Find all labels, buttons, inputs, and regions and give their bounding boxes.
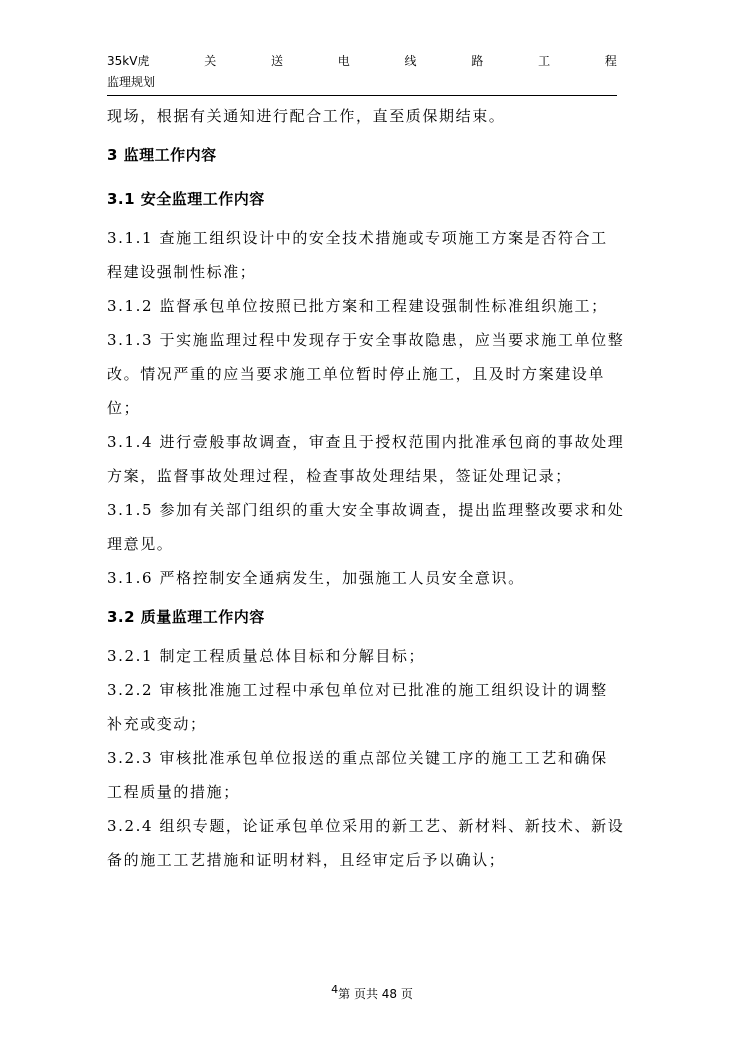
page-count-text: 第 页共 48 页	[338, 987, 413, 1001]
paragraph-line: 3.1.2 监督承包单位按照已批方案和工程建设强制性标准组织施工；	[107, 297, 608, 315]
paragraph-line: 方案，监督事故处理过程，检查事故处理结果，签证处理记录；	[107, 467, 572, 485]
header-title-part: 线	[404, 54, 417, 68]
paragraph-line: 3.2.3 审核批准承包单位报送的重点部位关键工序的施工工艺和确保	[107, 749, 608, 767]
paragraph-line: 3.1.4 进行壹般事故调查，审查且于授权范围内批准承包商的事故处理	[107, 433, 625, 451]
paragraph-line: 补充或变动；	[107, 715, 207, 733]
header-title-part: 工	[538, 54, 551, 68]
paragraph-line: 3.2.1 制定工程质量总体目标和分解目标；	[107, 647, 426, 665]
page-footer	[0, 983, 744, 1002]
page-header	[107, 50, 617, 92]
paragraph-line: 3.2.4 组织专题，论证承包单位采用的新工艺、新材料、新技术、新设	[107, 817, 625, 835]
section-heading-3-1: 3.1 安全监理工作内容	[107, 190, 265, 208]
paragraph-line: 3.2.2 审核批准施工过程中承包单位对已批准的施工组织设计的调整	[107, 681, 608, 699]
paragraph-line: 备的施工工艺措施和证明材料，且经审定后予以确认；	[107, 851, 506, 869]
paragraph-line: 3.1.1 查施工组织设计中的安全技术措施或专项施工方案是否符合工	[107, 229, 608, 247]
section-heading-3-2: 3.2 质量监理工作内容	[107, 608, 265, 626]
header-title-part: 35kV虎	[107, 54, 150, 68]
paragraph-line: 现场，根据有关通知进行配合工作，直至质保期结束。	[107, 107, 506, 125]
paragraph-line: 3.1.5 参加有关部门组织的重大安全事故调查，提出监理整改要求和处	[107, 501, 625, 519]
header-title-part: 送	[270, 54, 283, 68]
paragraph-line: 程建设强制性标准；	[107, 263, 257, 281]
header-title-part: 路	[471, 54, 484, 68]
header-title	[107, 50, 617, 72]
paragraph-line: 理意见。	[107, 535, 174, 553]
header-title-part: 电	[337, 54, 350, 68]
header-title-part: 关	[204, 54, 217, 68]
header-subtitle: 监理规划	[107, 75, 156, 89]
paragraph-line: 3.1.3 于实施监理过程中发现存于安全事故隐患，应当要求施工单位整	[107, 331, 625, 349]
document-body	[107, 99, 647, 877]
paragraph-line: 工程质量的措施；	[107, 783, 240, 801]
header-title-part: 程	[604, 54, 617, 68]
paragraph-line: 3.1.6 严格控制安全通病发生，加强施工人员安全意识。	[107, 569, 525, 587]
page-number: 4	[331, 983, 339, 996]
paragraph-line: 位；	[107, 399, 141, 417]
header-divider	[107, 95, 617, 96]
paragraph-line: 改。情况严重的应当要求施工单位暂时停止施工，且及时方案建设单	[107, 365, 606, 383]
section-heading-3: 3 监理工作内容	[107, 146, 217, 164]
